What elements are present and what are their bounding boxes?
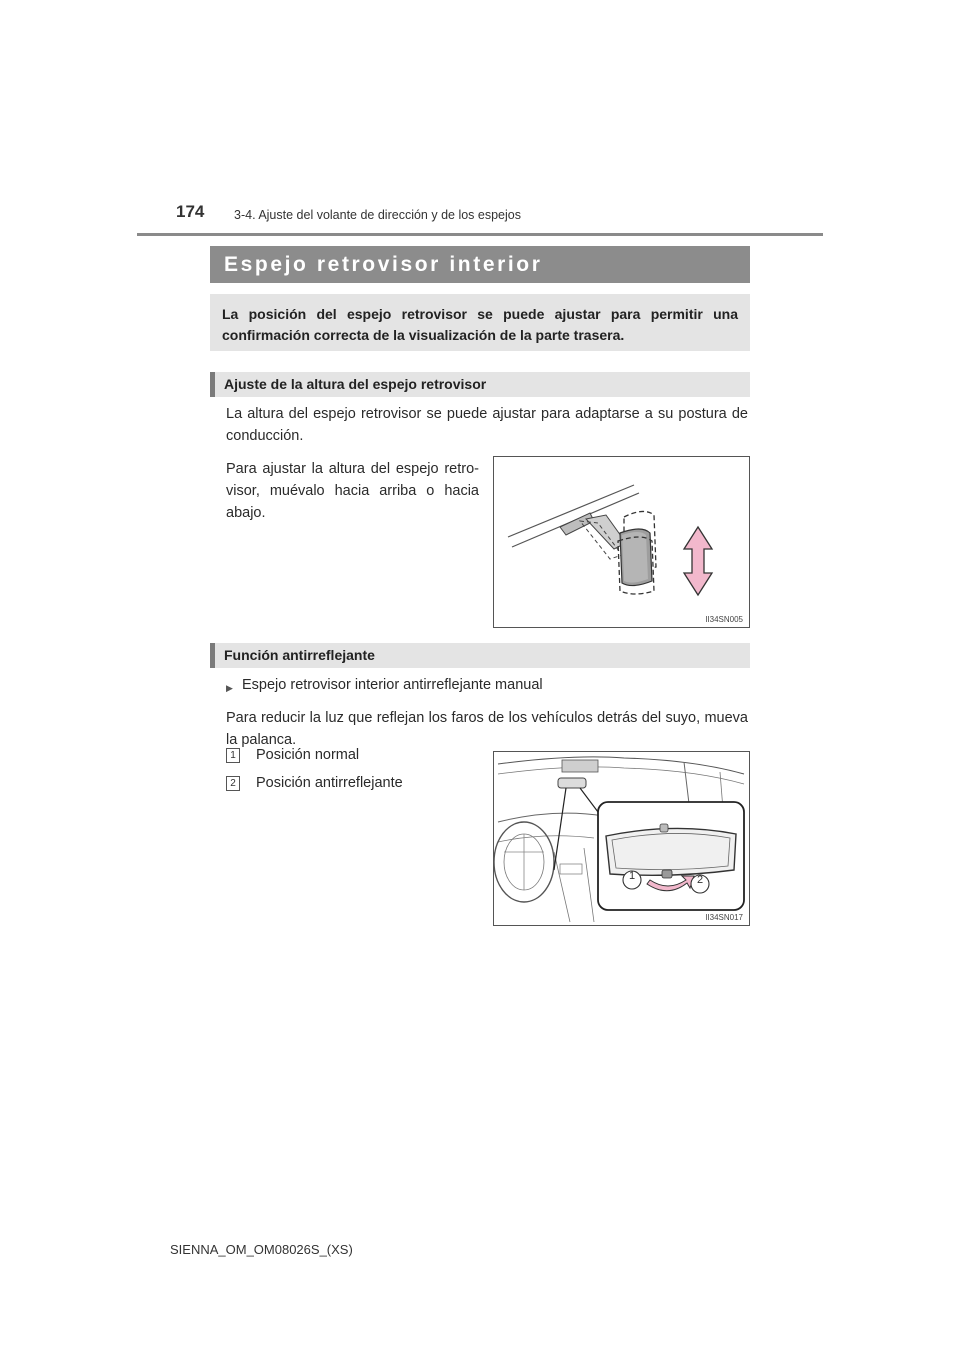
subheading-height-adjust-text: Ajuste de la altura del espejo retrovisor	[224, 376, 487, 392]
antiglare-mirror-figure	[493, 751, 750, 926]
item-label-normal: Posición normal	[256, 747, 360, 763]
page-number: 174	[176, 202, 205, 221]
item-number-1: 1	[226, 748, 240, 763]
subheading-antiglare-text: Función antirreflejante	[224, 647, 375, 663]
item-number-2: 2	[226, 776, 240, 791]
height-adjust-instruction: Para ajustar la altura del espejo retro-visor, muévalo hacia arriba o hacia abajo.	[226, 461, 479, 521]
section-title: Espejo retrovisor interior	[224, 253, 543, 276]
footer-doc-id: SIENNA_OM_OM08026S_(XS)	[170, 1242, 353, 1257]
subheading-antiglare	[210, 643, 750, 668]
height-adjust-paragraph: La altura del espejo retrovisor se puede ajustar para adaptarse a su postura de conducción.	[226, 406, 748, 444]
figure-code: II34SN005	[705, 615, 743, 624]
chapter-title: 3-4. Ajuste del volante de dirección y de los espejos	[234, 208, 521, 222]
callout-label-1: 1	[628, 870, 636, 882]
up-down-arrow-icon	[684, 527, 712, 595]
cabin-illustration	[494, 752, 749, 925]
mirror-height-figure	[493, 456, 750, 628]
figure-code: II34SN017	[705, 913, 743, 922]
header-divider	[137, 233, 823, 236]
callout-label-2: 2	[696, 874, 704, 886]
intro-box	[210, 294, 750, 351]
bullet-text: Espejo retrovisor interior antirreflejante manual	[242, 677, 543, 693]
intro-text: La posición del espejo retrovisor se puede ajustar para permitir una confirmación correcta de la visualización de la parte trasera.	[222, 306, 738, 343]
subheading-height-adjust	[210, 372, 750, 397]
section-title-bar	[210, 246, 750, 283]
item-label-antiglare: Posición antirreflejante	[256, 775, 403, 791]
triangle-bullet-icon: ▶	[226, 683, 233, 693]
antiglare-paragraph: Para reducir la luz que reflejan los faros de los vehículos detrás del suyo, mueva la palanca.	[226, 710, 748, 748]
mirror-height-illustration	[494, 457, 749, 627]
